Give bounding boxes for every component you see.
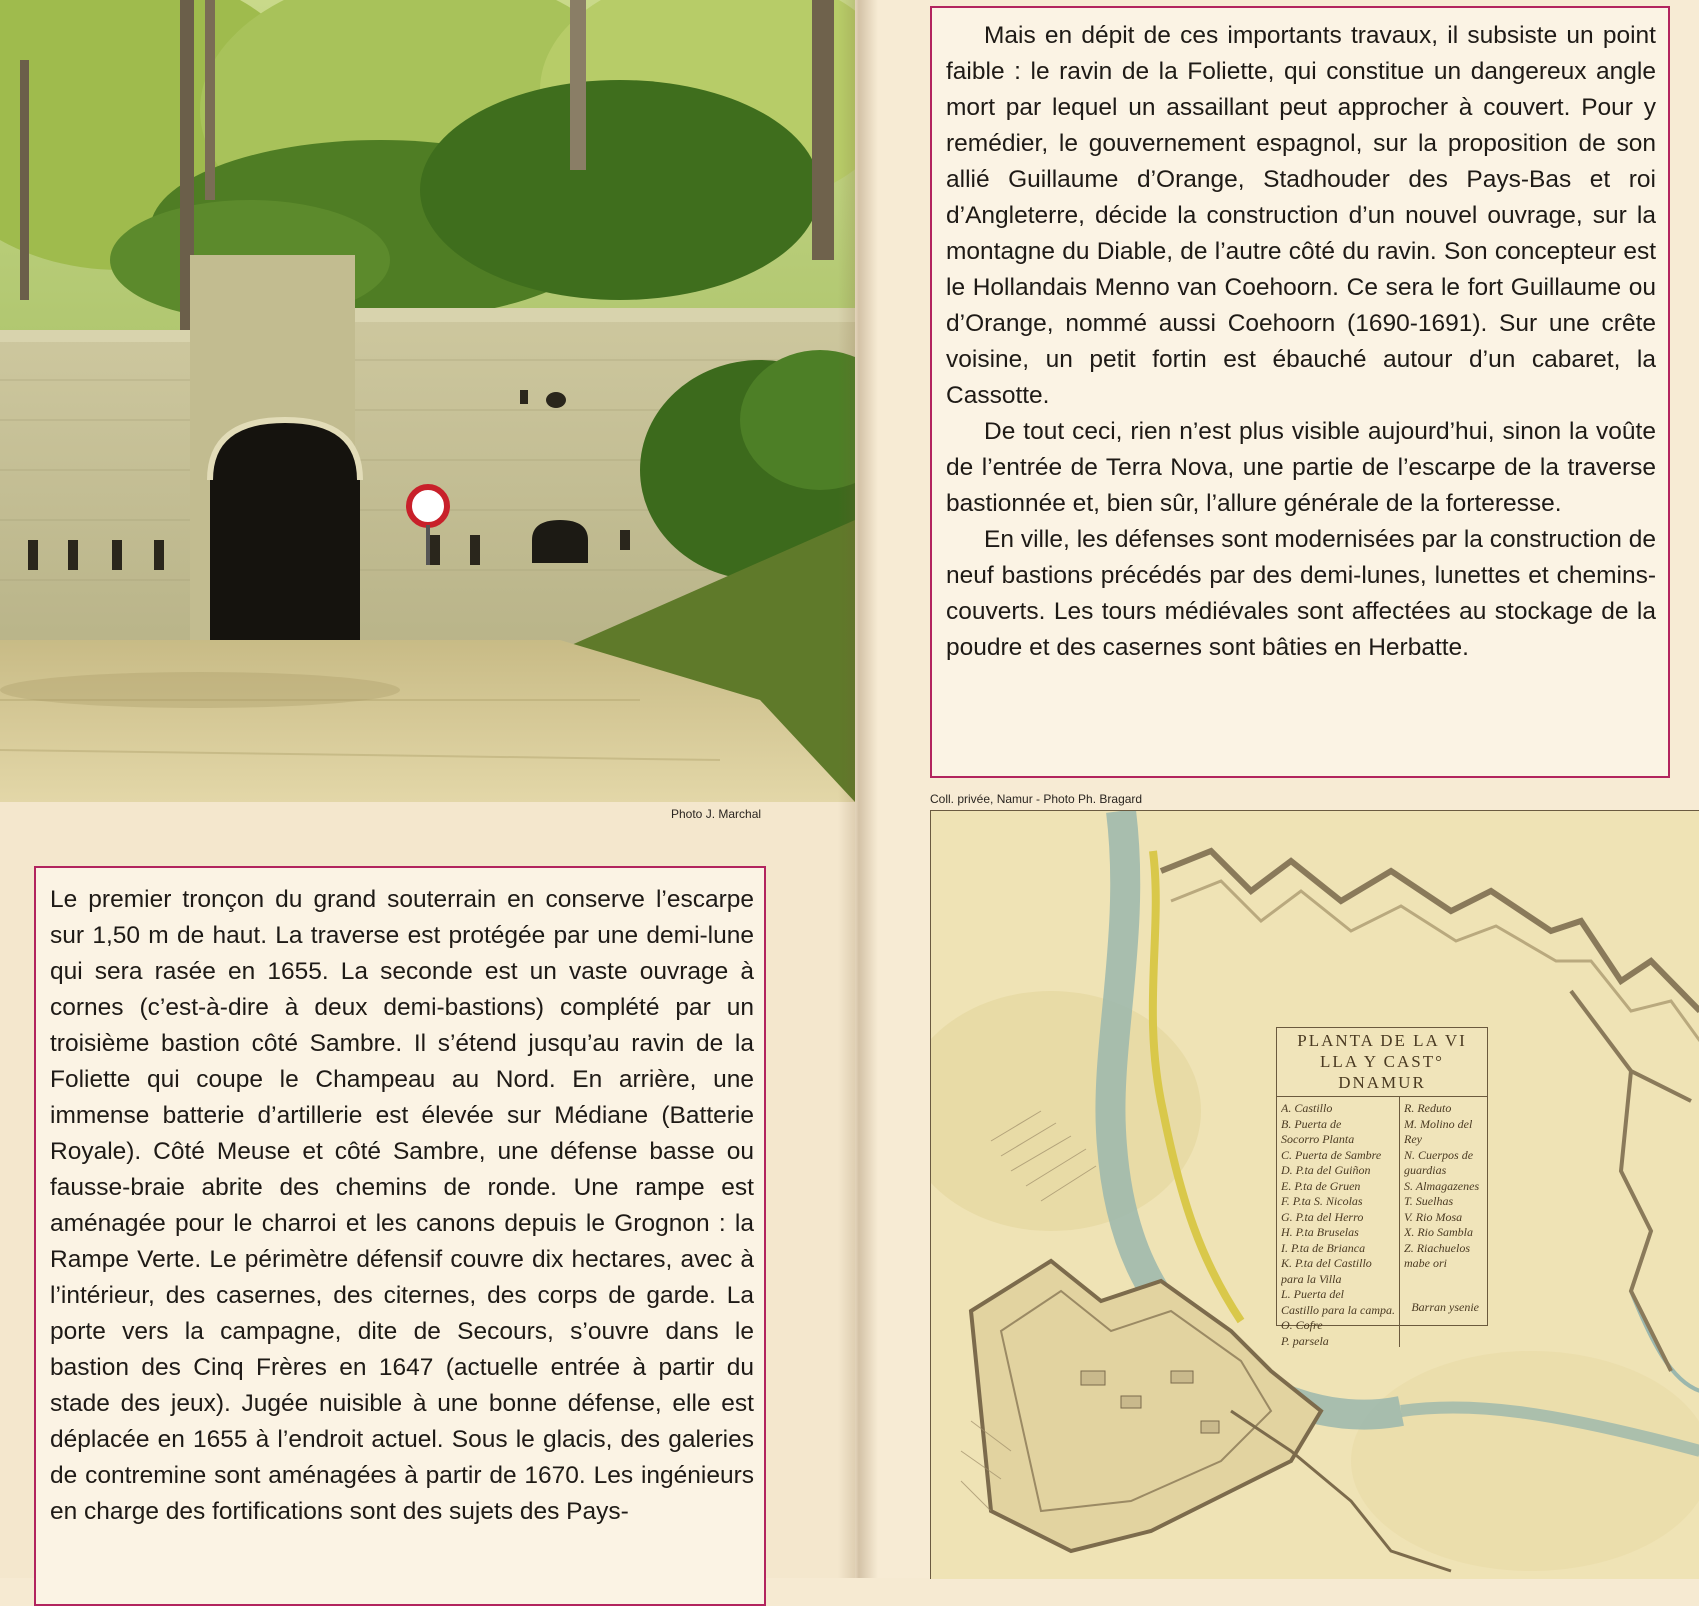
legend-entry: G. P.ta del Herro: [1281, 1209, 1364, 1224]
legend-entry: O. Cofre: [1281, 1318, 1323, 1332]
legend-title: [1277, 1028, 1487, 1097]
legend-entry: P. parsela: [1281, 1333, 1329, 1348]
legend-entry: mabe ori: [1404, 1256, 1448, 1270]
legend-entry: Rey: [1404, 1132, 1422, 1146]
legend-title-line1: PLANTA DE LA VI: [1297, 1031, 1467, 1050]
photo-credit: Photo J. Marchal: [671, 807, 762, 821]
paragraph: De tout ceci, rien n’est plus visible aujourd’hui, sinon la voûte de l’entrée de Terra Nova, une partie de l’escarpe de la traverse bastionnée et, bien sûr, l’allure générale de la forteresse.: [946, 418, 1656, 517]
legend-entry: M. Molino del: [1404, 1116, 1473, 1131]
legend-entry: Z. Riachuelos: [1404, 1240, 1471, 1255]
legend-entry: F. P.ta S. Nicolas: [1281, 1194, 1363, 1208]
text-box-top: [930, 6, 1670, 778]
legend-entry: I. P.ta de Brianca: [1281, 1240, 1366, 1255]
legend-left-column: [1277, 1097, 1399, 1347]
legend-entry: guardias: [1404, 1163, 1447, 1177]
paragraph: En ville, les défenses sont modernisées par la construction de neuf bastions précédés par des demi-lunes, lunettes et chemins-couverts. Les tours médiévales sont affectées au stockage de la poudre et des casernes sont bâties en Herbatte.: [946, 526, 1656, 661]
legend-entry: X. Rio Sambla: [1404, 1225, 1474, 1239]
text-box-bottom: [34, 866, 766, 1606]
paragraph: Le premier tronçon du grand souterrain en conserve l’escarpe sur 1,50 m de haut. La traverse est protégée par une demi-lune qui sera rasée en 1655. La seconde est un vaste ouvrage à cornes (c’est-à-dire à deux demi-bastions) complété par un troisième bastion côté Sambre. Il s’étend jusqu’au ravin de la Foliette qui coupe le Champeau au Nord. En arrière, une immense batterie d’artillerie est élevée sur Médiane (Batterie Royale). Côté Meuse et côté Sambre, une défense basse ou fausse-braie abrite des chemins de ronde. Une rampe est aménagée pour le charroi et les canons depuis le Grognon : la Rampe Verte. Le périmètre défensif couvre dix hectares, avec à l’intérieur, des casernes, des citernes, des corps de garde. La porte vers la campagne, dite de Secours, s’ouvre dans le bastion des Cinq Frères en 1647 (actuelle entrée à partir du stade des jeux). Jugée nuisible à une bonne défense, elle est déplacée en 1655 à l’endroit actuel. Sous le glacis, des galeries de contremine sont aménagées à partir de 1670. Les ingénieurs en charge des fortifications sont des sujets des Pays-: [50, 886, 754, 1525]
legend-entry: V. Rio Mosa: [1404, 1209, 1463, 1224]
legend-title-line2: LLA Y CAST° DNAMUR: [1320, 1052, 1444, 1092]
legend-entry: L. Puerta del: [1281, 1287, 1344, 1301]
legend-entry: N. Cuerpos de: [1404, 1147, 1474, 1162]
legend-entry: H. P.ta Bruselas: [1281, 1225, 1359, 1239]
legend-entry: T. Suelhas: [1404, 1194, 1454, 1208]
legend-entry: E. P.ta de Gruen: [1281, 1178, 1361, 1193]
legend-entry: R. Reduto: [1404, 1101, 1452, 1115]
map-credit: Coll. privée, Namur - Photo Ph. Bragard: [930, 792, 1143, 806]
legend-entry: Castillo para la campa.: [1281, 1302, 1396, 1317]
paragraph: Mais en dépit de ces importants travaux, il subsiste un point faible : le ravin de la Foliette, qui constitue un dangereux angle mort par lequel un assaillant peut approcher à couvert. Pour y remédier, le gouvernement espagnol, sur la proposition de son allié Guillaume d’Orange, Stadhouder des Pays-Bas et roi d’Angleterre, décide la construction d’un nouvel ouvrage, sur la montagne du Diable, de l’autre côté du ravin. Son concepteur est le Hollandais Menno van Coehoorn. Ce sera le fort Guillaume ou d’Orange, nommé aussi Coehoorn (1690-1691). Sur une crête voisine, un petit fortin est ébauché autour d’un cabaret, la Cassotte.: [946, 22, 1656, 409]
legend-entry: K. P.ta del Castillo: [1281, 1256, 1372, 1270]
fortress-entrance-photo: [0, 0, 855, 802]
legend-entry: C. Puerta de Sambre: [1281, 1147, 1382, 1162]
legend-entry: para la Villa: [1281, 1271, 1342, 1286]
legend-entry: S. Almagazenes: [1404, 1178, 1480, 1193]
legend-entry: D. P.ta del Guiñon: [1281, 1163, 1371, 1177]
map-legend: [1276, 1027, 1488, 1348]
legend-entry: B. Puerta de: [1281, 1116, 1342, 1131]
legend-signature: Barran ysenie: [1411, 1300, 1479, 1314]
legend-entry: A. Castillo: [1281, 1101, 1333, 1115]
legend-entry: Socorro Planta: [1281, 1132, 1355, 1146]
